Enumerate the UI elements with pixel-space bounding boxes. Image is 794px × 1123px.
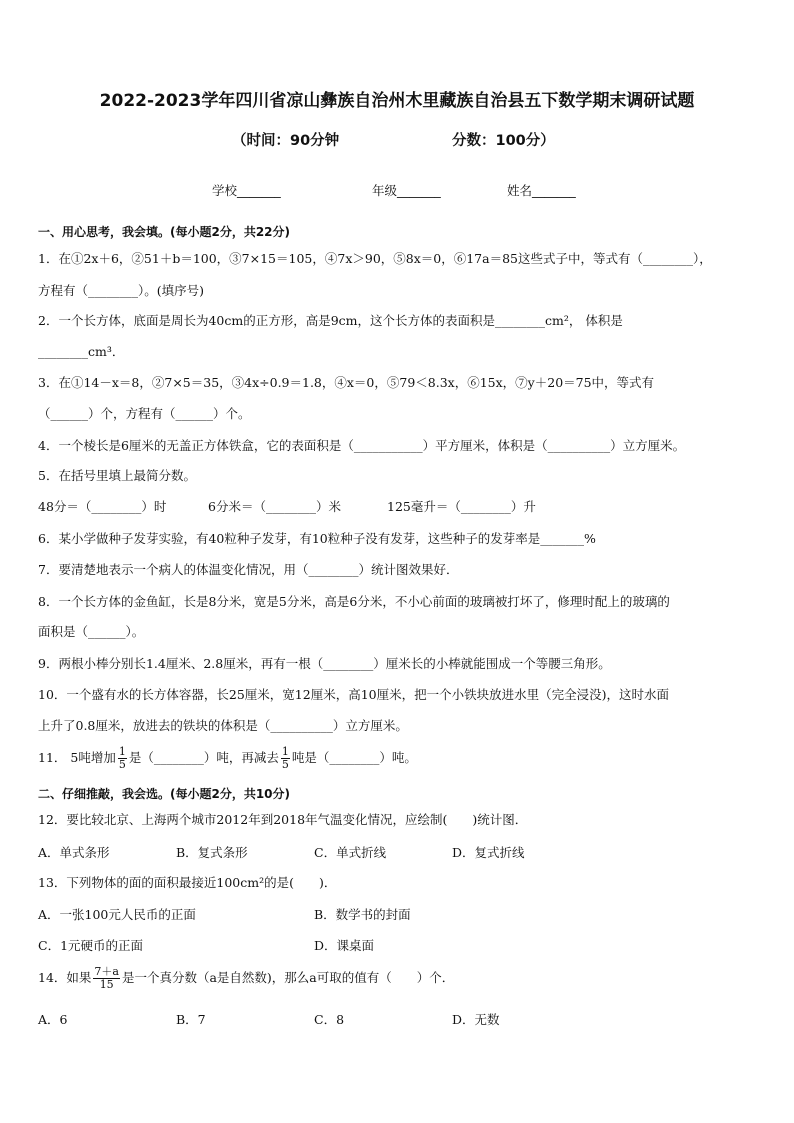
question-11-part2: 是（________）吨，再减去 [128,750,279,765]
question-14-option-d: D．无数 [452,1012,500,1027]
question-13-option-c: C．1元硬币的正面 [38,938,144,953]
question-8-line1: 8．一个长方体的金鱼缸，长是8分米，宽是5分米，高是6分米，不小心前面的玻璃被打坏了，修理时配上的玻璃的 [38,594,670,609]
fraction-one-fifth-2 [281,746,290,771]
section1-heading: 一、用心思考，我会填。(每小题2分，共22分) [38,225,291,239]
fraction-numerator: 1 [281,745,289,758]
question-8-line2: 面积是（______）。 [38,624,145,639]
question-13-option-a: A．一张100元人民币的正面 [38,907,196,922]
question-11-part1: 11． 5吨增加 [38,750,116,765]
fraction-denominator: 5 [281,758,289,771]
question-12-option-d: D．复式折线 [452,845,525,860]
question-5-a: 48分＝（________）时 [38,499,167,514]
question-12-option-a: A．单式条形 [38,845,110,860]
question-5-c: 125毫升＝（________）升 [387,499,536,514]
question-11-part3: 吨是（________）吨。 [291,750,417,765]
question-3-line1: 3．在①14－x＝8，②7×5＝35，③4x÷0.9＝1.8，④x＝0，⑤79＜8.3x，⑥15x，⑦y＋20＝75中，等式有 [38,375,655,390]
question-3-line2: （______）个，方程有（______）个。 [38,406,251,421]
question-2-line2: ________cm³． [38,344,125,359]
question-11 [38,746,417,771]
question-13-option-d: D．课桌面 [314,938,375,953]
grade-field: 年级_______ [372,183,441,198]
fraction-numerator: 1 [118,745,126,758]
fraction-denominator: 5 [118,758,126,771]
school-field: 学校_______ [212,183,281,198]
question-14 [38,966,454,991]
exam-title: 2022-2023学年四川省凉山彝族自治州木里藏族自治县五下数学期末调研试题 [99,91,695,111]
question-6: 6．某小学做种子发芽实验，有40粒种子发芽，有10粒种子没有发芽，这些种子的发芽率是_______% [38,531,596,546]
question-10-line2: 上升了0.8厘米，放进去的铁块的体积是（__________）立方厘米。 [38,718,408,733]
question-5-b: 6分米＝（________）米 [208,499,341,514]
question-10-line1: 10．一个盛有水的长方体容器，长25厘米，宽12厘米，高10厘米，把一个小铁块放进水里（完全浸没)，这时水面 [38,687,670,702]
name-field: 姓名_______ [507,183,576,198]
question-4: 4．一个棱长是6厘米的无盖正方体铁盒，它的表面积是（___________）平方厘米，体积是（__________）立方厘米。 [38,438,686,453]
question-14-part1: 14．如果 [38,970,92,985]
question-2-line1: 2．一个长方体，底面是周长为40cm的正方形，高是9cm，这个长方体的表面积是________cm²， 体积是 [38,313,623,328]
question-7: 7．要清楚地表示一个病人的体温变化情况，用（________）统计图效果好． [38,562,459,577]
question-9: 9．两根小棒分别长1.4厘米、2.8厘米，再有一根（________）厘米长的小棒就能围成一个等腰三角形。 [38,656,611,671]
section2-heading: 二、仔细推敲，我会选。(每小题2分，共10分) [38,787,291,801]
question-13: 13．下列物体的面的面积最接近100cm²的是( )． [38,875,337,890]
question-1-line2: 方程有（________）。(填序号) [38,283,205,298]
exam-time: （时间：90分钟 [232,133,340,149]
question-12: 12．要比较北京、上海两个城市2012年到2018年气温变化情况，应绘制( )统计图． [38,812,528,827]
fraction-one-fifth [118,746,127,771]
question-5: 5．在括号里填上最简分数。 [38,468,196,483]
fraction-7-plus-a-over-15 [93,966,120,991]
question-12-option-b: B．复式条形 [176,845,248,860]
question-14-option-a: A．6 [38,1012,68,1027]
exam-score: 分数：100分） [452,133,555,149]
fraction-denominator: 15 [99,978,114,991]
question-1-line1: 1．在①2x＋6，②51＋b＝100，③7×15＝105，④7x＞90，⑤8x＝0，⑥17a＝85这些式子中，等式有（________）， [38,251,712,266]
question-14-option-c: C．8 [314,1012,345,1027]
fraction-numerator: 7＋a [94,965,119,978]
question-14-part2: 是一个真分数（a是自然数)，那么a可取的值有（ ）个． [121,970,455,985]
question-13-option-b: B．数学书的封面 [314,907,411,922]
question-14-option-b: B．7 [176,1012,206,1027]
question-12-option-c: C．单式折线 [314,845,387,860]
